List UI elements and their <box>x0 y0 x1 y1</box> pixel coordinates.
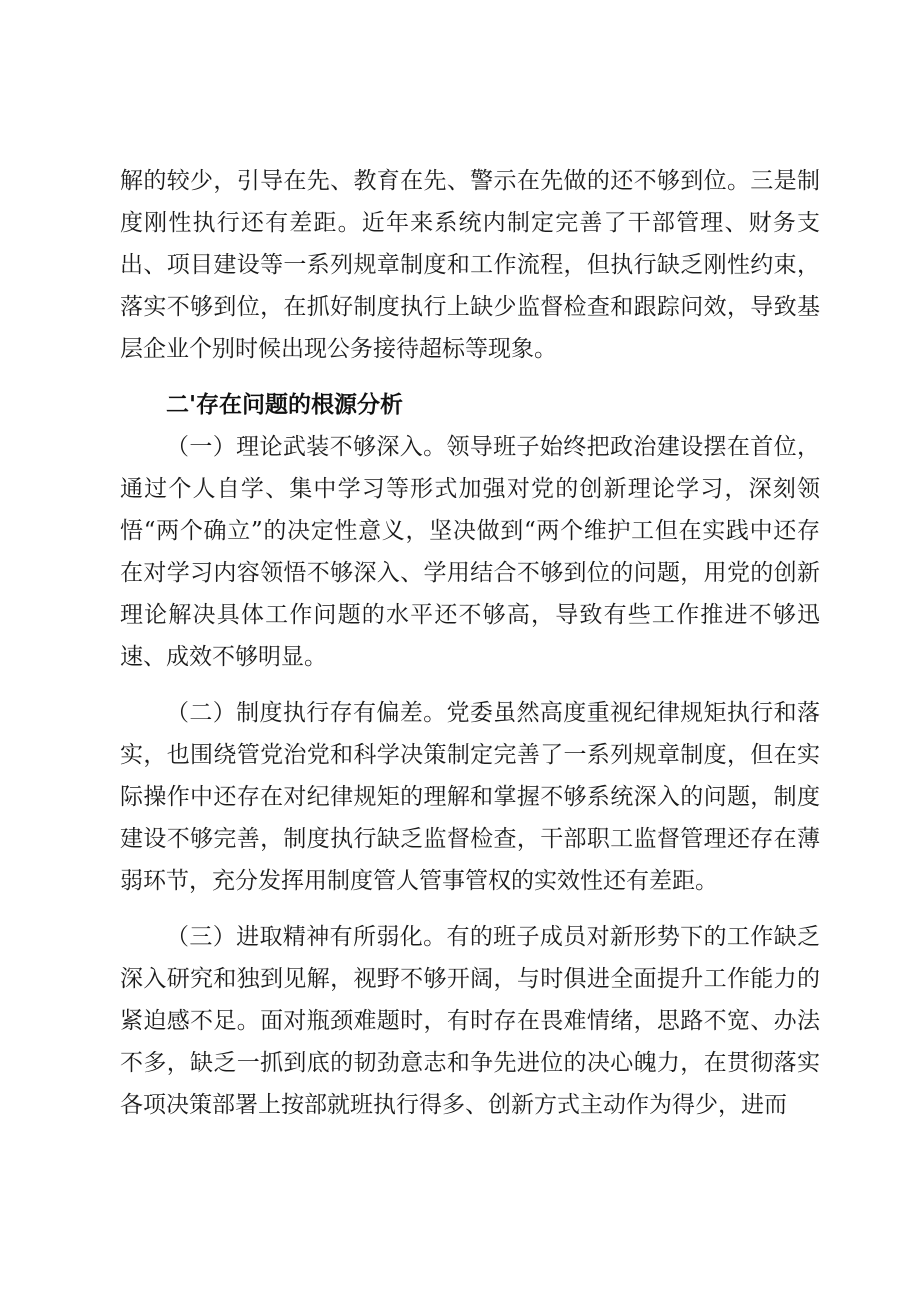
section-heading: 二'存在问题的根源分析 <box>166 392 404 418</box>
document-body <box>120 160 820 1126</box>
paragraph-continuation: 解的较少，引导在先、教育在先、警示在先做的还不够到位。三是制度刚性执行还有差距。近年来系统内制定完善了干部管理、财务支出、项目建设等一系列规章制度和工作流程，但执行缺乏刚性约束，落实不够到位，在抓好制度执行上缺少监督检查和跟踪问效，导致基层企业个别时候出现公务接待超标等现象。 <box>120 168 820 362</box>
paragraph-enterprising-spirit: （三）进取精神有所弱化。有的班子成员对新形势下的工作缺乏深入研究和独到见解，视野不够开阔，与时俱进全面提升工作能力的紧迫感不足。面对瓶颈难题时，有时存在畏难情绪，思路不宽、办法不多，缺乏一抓到底的韧劲意志和争先进位的决心魄力，在贯彻落实各项决策部署上按部就班执行得多、创新方式主动作为得少，进而 <box>120 924 820 1118</box>
paragraph-system-execution: （二）制度执行存有偏差。党委虽然高度重视纪律规矩执行和落实，也围绕管党治党和科学决策制定完善了一系列规章制度，但在实际操作中还存在对纪律规矩的理解和掌握不够系统深入的问题，制度建设不够完善，制度执行缺乏监督检查，干部职工监督管理还存在薄弱环节，充分发挥用制度管人管事管权的实效性还有差距。 <box>120 700 820 894</box>
paragraph-theory: （一）理论武装不够深入。领导班子始终把政治建设摆在首位，通过个人自学、集中学习等形式加强对党的创新理论学习，深刻领悟“两个确立”的决定性意义，坚决做到“两个维护工但在实践中还存在对学习内容领悟不够深入、学用结合不够到位的问题，用党的创新理论解决具体工作问题的水平还不够高，导致有些工作推进不够迅速、成效不够明显。 <box>120 434 820 670</box>
